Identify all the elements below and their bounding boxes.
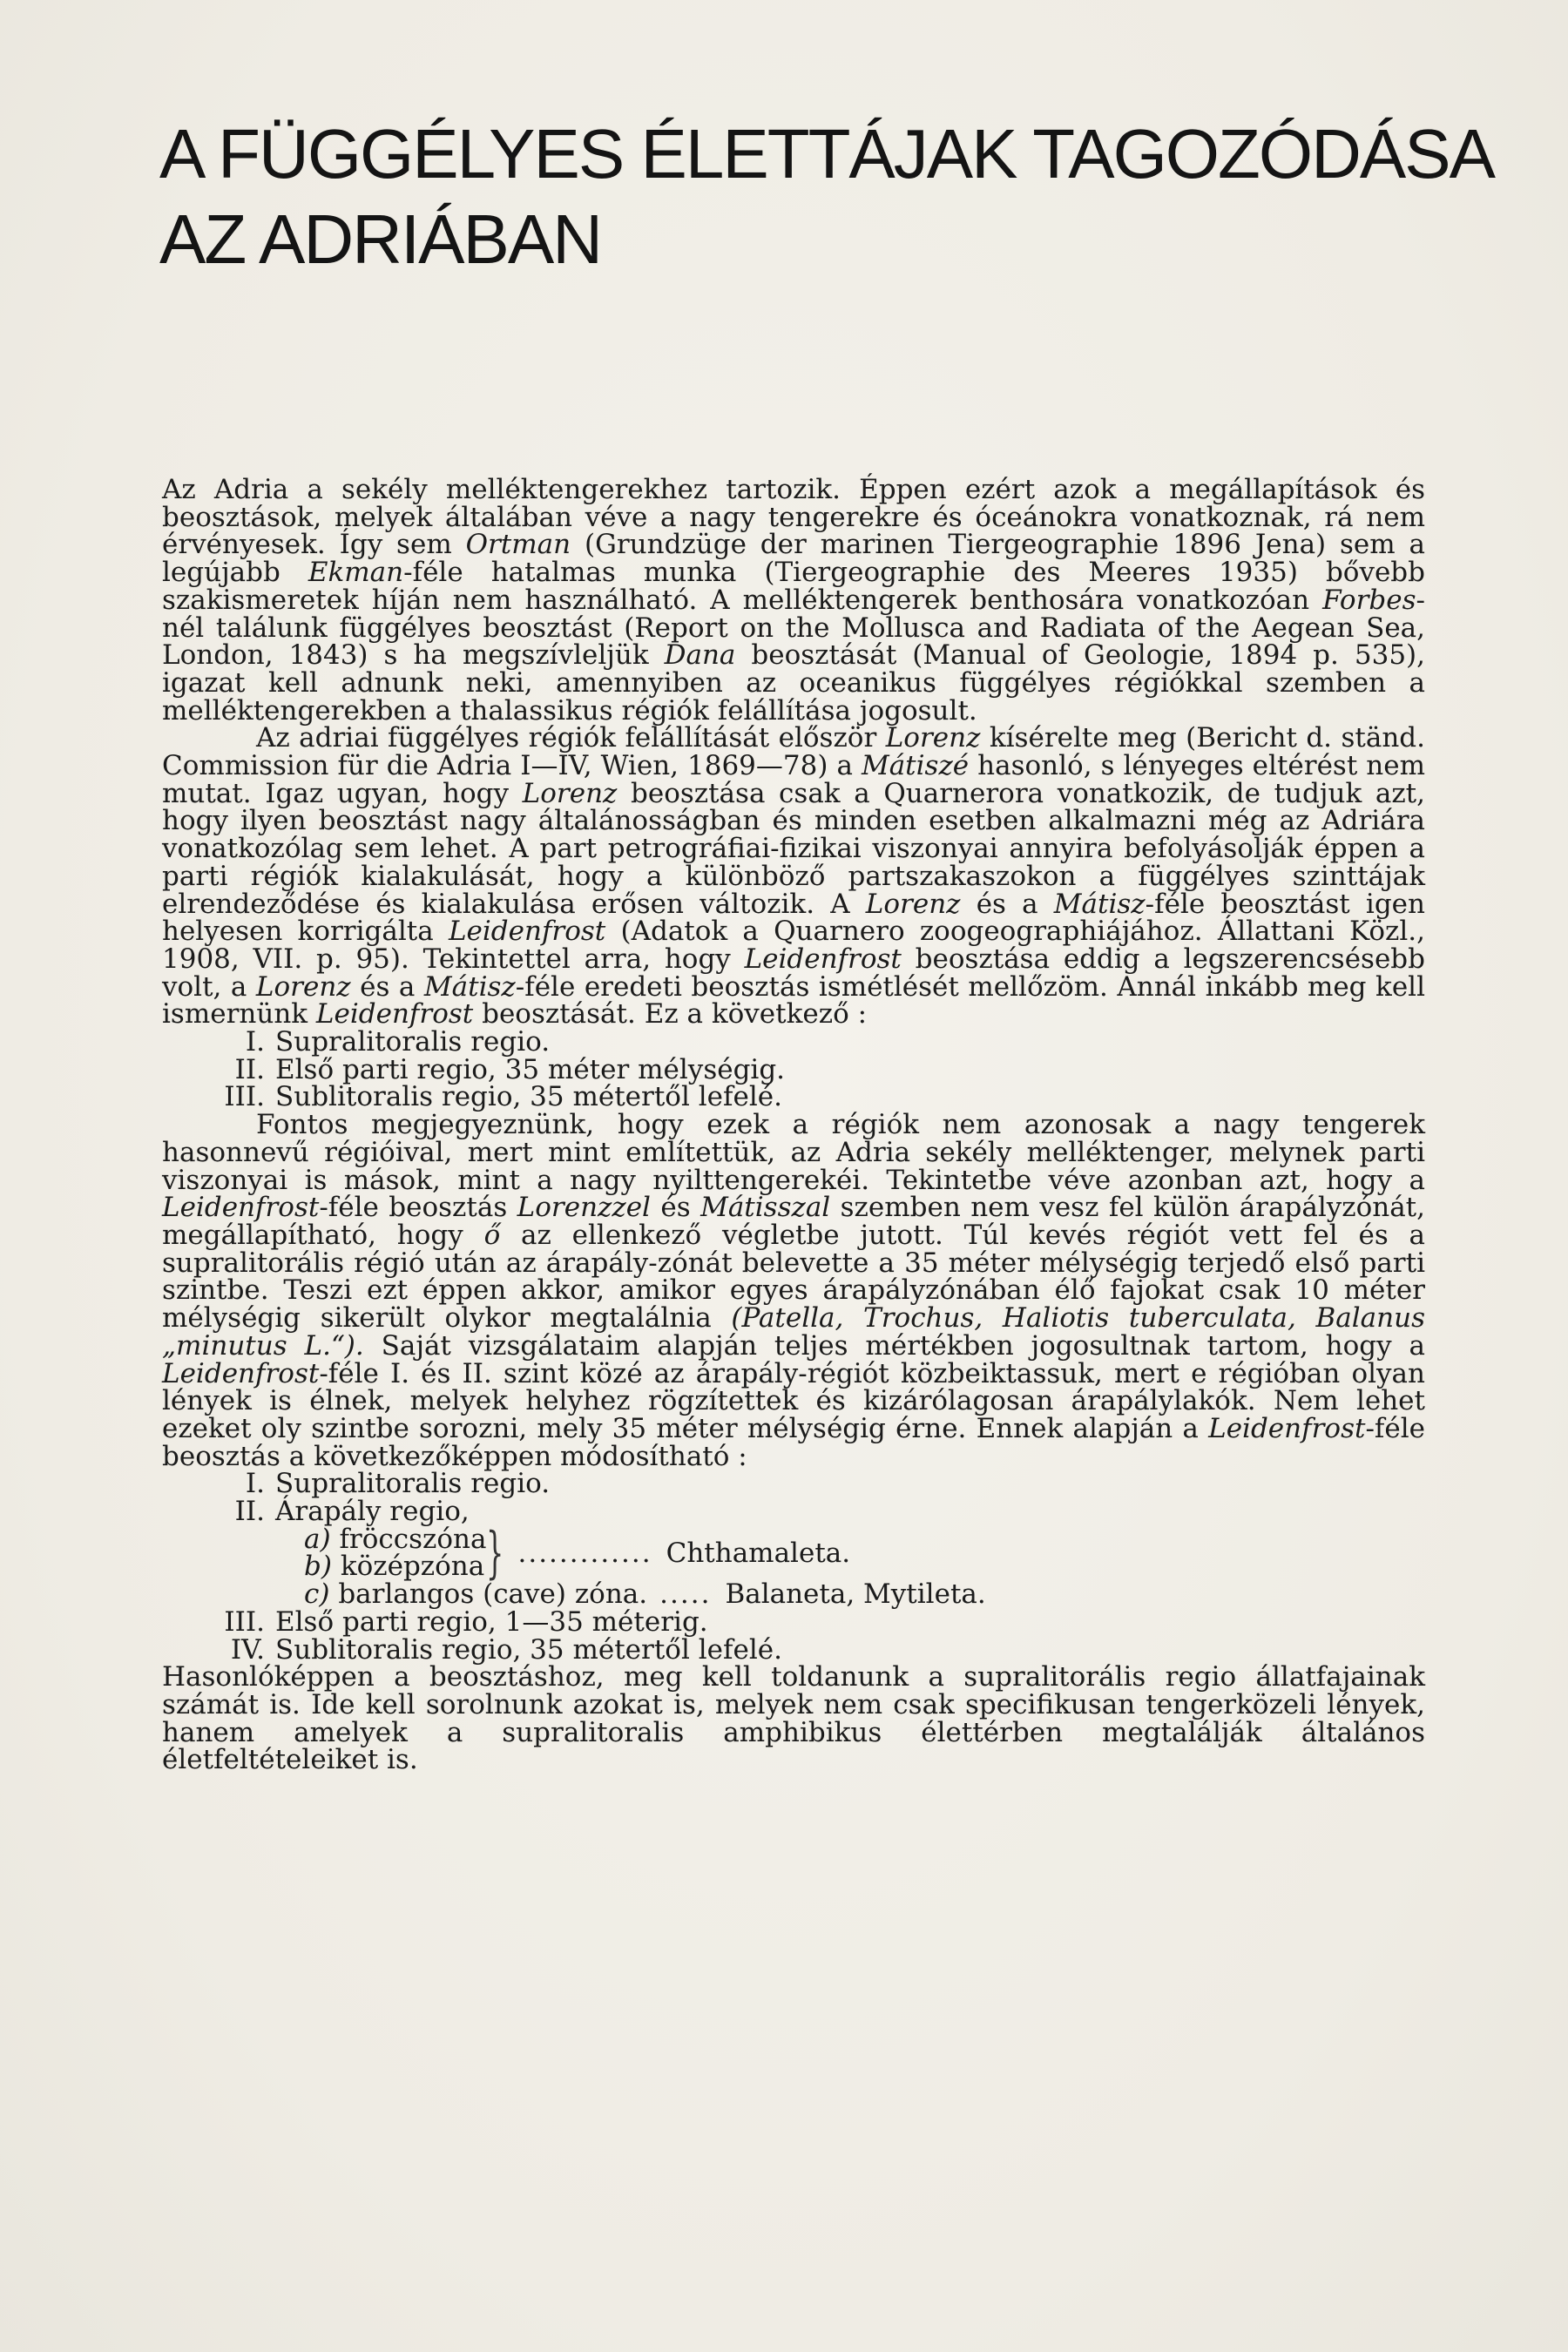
- text-run: Az Adria a sekély melléktengerekhez tartozik. Éppen ezért azok a megállapítások és beosztások, melyek általában véve a nagy tengerekre és óceánokra vonatkoznak, rá nem érvényesek. Így sem: [162, 474, 1425, 561]
- text-run: (Adatok a Quarnero zoogeographiájához. Állattani Közl., 1908, VII. p. 95). Tekintettel arra, hogy: [162, 916, 1425, 975]
- text-run: beosztása csak a Quarnerora vonatkozik, de tudjuk azt, hogy ilyen beosztást nagy általánosságban és minden esetben alkalmazni még az Adriára vonatkozólag sem lehet. A part petrográfiai-fizikai viszonyai annyira befolyásolják éppen a parti régiók kialakulását, hogy a különböző partszakaszokon a függélyes szinttájak elrendeződése és kialakulása erősen változik. A: [162, 777, 1425, 920]
- list-item: [162, 1498, 1425, 1526]
- sub-list-lines: [304, 1523, 487, 1583]
- list-number: I.: [245, 1026, 265, 1058]
- text-run: Saját vizsgálataim alapján teljes mértékben jogosultnak tartom, hogy a: [363, 1329, 1426, 1362]
- list-text: Árapály regio,: [275, 1496, 470, 1528]
- region-list-1: [162, 1026, 1425, 1113]
- author-name: Mátisz: [423, 970, 516, 1003]
- text-run: -nél találunk függélyes beosztást (Report on the Mollusca and Radiata of the Aegean Sea, London, 1843) s ha megszívleljük: [162, 584, 1425, 672]
- text-run: az ellenkező végletbe jutott. Túl kevés régiót vett fel és a supralitorális régió után az árapály-zónát belevette a 35 méter mélységig terjedő első parti szintbe. Teszi ezt éppen akkor, amikor egyes árapályzónában élő fajokat csak 10 méter mélységig sikerült olykor megtalálnia: [162, 1219, 1425, 1335]
- text-run: beosztása eddig a legszerencsésebb volt, a: [162, 943, 1425, 1003]
- list-number: II.: [234, 1496, 265, 1528]
- text-run: kísérelte meg (Bericht d. ständ. Commission für die Adria I—IV, Wien, 1869—78) a: [162, 722, 1425, 782]
- author-name: Ortman: [465, 529, 571, 561]
- list-text: középzóna: [340, 1551, 485, 1583]
- author-name: Lorenz: [885, 722, 981, 754]
- list-text: Első parti regio, 1—35 méterig.: [275, 1605, 708, 1638]
- text-run: beosztását (Manual of Geologie, 1894 p. 535), igazat kell adnunk neki, amennyiben az oceanikus függélyes régiókkal szemben a melléktengerekben a thalassikus régiók felállítása jogosult.: [162, 639, 1425, 727]
- list-number: II.: [234, 1053, 265, 1085]
- author-name: Lorenzzel: [517, 1192, 651, 1224]
- list-item: [162, 1578, 1425, 1611]
- list-number: III.: [224, 1081, 265, 1113]
- article-body: [162, 476, 1425, 1774]
- author-name: Leidenfrost: [744, 943, 902, 975]
- list-text: barlangos (cave) zóna.: [338, 1578, 648, 1611]
- author-name: Leidenfrost: [162, 1192, 320, 1224]
- species-list: (Patella, Trochus, Haliotis tuberculata, Balanus „minutus L.“).: [162, 1302, 1425, 1362]
- text-run: Az adriai függélyes régiók felállítását először: [256, 722, 886, 754]
- paragraph-3: [162, 1109, 1426, 1472]
- text-run: és a: [350, 970, 424, 1003]
- leader-dots: .....: [659, 1578, 712, 1611]
- text-run: -féle beosztás: [319, 1192, 517, 1224]
- author-name: Leidenfrost: [315, 998, 474, 1031]
- list-text: Sublitoralis regio, 35 métertől lefelé.: [275, 1081, 782, 1113]
- list-text: Supralitoralis regio.: [275, 1468, 551, 1500]
- author-name: Ekman: [308, 557, 404, 589]
- author-name: Mátisszal: [700, 1192, 831, 1224]
- page-title: [159, 112, 1494, 282]
- text-run: (Grundzüge der marinen Tiergeographie 1896 Jena) sem a legújabb: [162, 529, 1425, 589]
- author-name: Lorenz: [865, 888, 961, 920]
- text-run: beosztását. Ez a következő :: [473, 998, 868, 1031]
- author-name: Mátiszé: [861, 750, 970, 782]
- community-name: Chthamaleta.: [666, 1537, 851, 1569]
- author-name: Leidenfrost: [1208, 1412, 1366, 1444]
- text-run: szemben nem vesz fel külön árapályzónát, megállapítható, hogy: [162, 1192, 1425, 1251]
- list-item: [162, 1605, 1425, 1638]
- text-run: hasonló, s lényeges eltérést nem mutat. Igaz ugyan, hogy: [162, 750, 1425, 809]
- list-item: [162, 1053, 1425, 1085]
- author-name: Lorenz: [522, 777, 618, 809]
- paragraph-1: [162, 476, 1425, 725]
- list-text: Első parti regio, 35 méter mélységig.: [275, 1053, 786, 1085]
- title-line-1: A FÜGGÉLYES ÉLETTÁJAK TAGOZÓDÁSA: [159, 115, 1494, 193]
- list-number: IV.: [230, 1633, 265, 1666]
- list-item: [162, 1026, 1425, 1058]
- sub-letter: c): [304, 1578, 330, 1611]
- community-name: Balaneta, Mytileta.: [725, 1578, 986, 1611]
- list-text: Sublitoralis regio, 35 métertől lefelé.: [275, 1633, 782, 1666]
- text-run: és a: [960, 888, 1054, 920]
- paragraph-2: [162, 722, 1425, 1031]
- list-item: [304, 1523, 487, 1555]
- author-name: Mátisz: [1053, 888, 1146, 920]
- author-name: Lorenz: [255, 970, 351, 1003]
- leader-dots: .............: [517, 1537, 652, 1569]
- list-text: Supralitoralis regio.: [275, 1026, 551, 1058]
- text-run: és: [650, 1192, 701, 1224]
- sub-list-ab: [162, 1521, 1425, 1586]
- list-item: [162, 1081, 1425, 1113]
- region-list-2: [162, 1470, 1425, 1664]
- list-item: [304, 1553, 486, 1581]
- title-line-2: AZ ADRIÁBAN: [159, 200, 602, 278]
- list-number: I.: [245, 1468, 265, 1500]
- text-run: -féle beosztást igen helyesen korrigálta: [162, 888, 1425, 948]
- sub-letter: a): [304, 1523, 331, 1555]
- author-name: Forbes: [1322, 584, 1416, 616]
- author-name: Leidenfrost: [448, 916, 606, 948]
- list-item: [162, 1633, 1425, 1666]
- list-number: III.: [224, 1605, 265, 1638]
- brace-symbol: }: [486, 1521, 504, 1586]
- text-run: ő: [483, 1219, 501, 1251]
- author-name: Leidenfrost: [162, 1357, 320, 1389]
- sub-letter: b): [304, 1551, 332, 1583]
- author-name: Dana: [664, 639, 736, 672]
- list-text: fröccszóna: [339, 1523, 487, 1555]
- text-run: -féle beosztás a következőképpen módosítható :: [162, 1412, 1425, 1472]
- text-run: -féle I. és II. szint közé az árapály-régiót közbeiktassuk, mert e régióban olyan lények is élnek, melyek helyhez rögzítettek és kizárólagosan árapálylakók. Nem lehet ezeket oly szintbe sorozni, mely 35 méter mélységig érne. Ennek alapján a: [162, 1357, 1425, 1444]
- list-item: [162, 1470, 1425, 1498]
- paragraph-4: Hasonlóképpen a beosztáshoz, meg kell toldanunk a supralitorális regio állatfajainak számát is. Ide kell sorolnunk azokat is, melyek nem csak specifikusan tengerközeli lények, hanem amelyek a supralitoralis amphibikus élettérben megtalálják általános életfeltételeiket is.: [162, 1661, 1425, 1776]
- text-run: Fontos megjegyeznünk, hogy ezek a régiók nem azonosak a nagy tengerek hasonnevű régióival, mert mint említettük, az Adria sekély melléktenger, melynek parti viszonyai is mások, mint a nagy nyilttengerekéi. Tekintetbe véve azonban azt, hogy a: [162, 1109, 1425, 1196]
- text-run: -féle hatalmas munka (Tiergeographie des Meeres 1935) bővebb szakismeretek híján nem használható. A melléktengerek benthosára vonatkozóan: [162, 557, 1425, 616]
- text-run: -féle eredeti beosztás ismétlését mellőzöm. Annál inkább meg kell ismernünk: [162, 970, 1425, 1031]
